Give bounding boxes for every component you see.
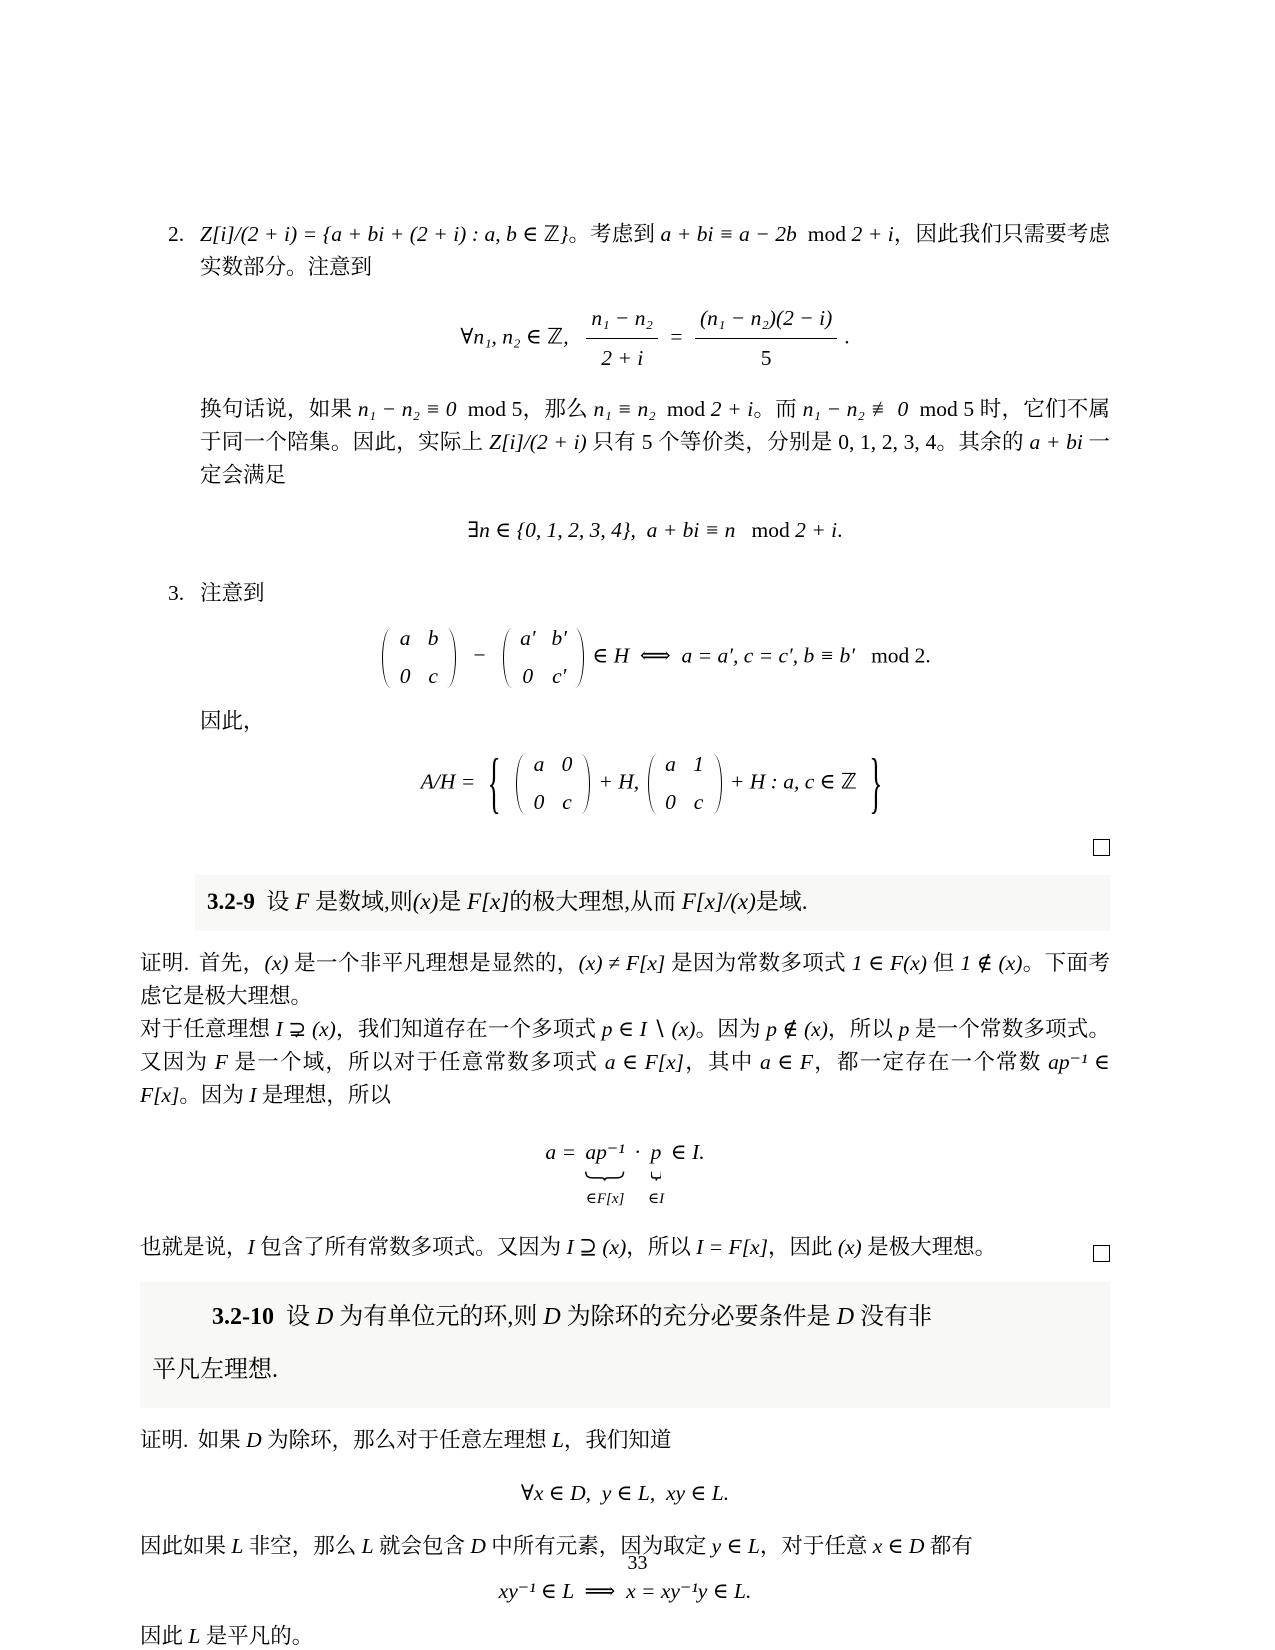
- solution-item-3: [140, 577, 1110, 819]
- matrix-entry: a: [399, 626, 411, 650]
- display-equation-exists: ∃n ∈ {0, 1, 2, 3, 4}, a + bi ≡ n mod 2 + i.: [467, 518, 843, 542]
- problem-header-line-1: 3.2-10 设 D 为有单位元的环,则 D 为除环的充分必要条件是 D 没有非: [212, 1304, 933, 1330]
- underbrace-icon: [651, 1170, 662, 1181]
- underbrace-label: ∈F[x]: [585, 1191, 625, 1207]
- display-equation-factorization: [140, 1136, 1110, 1207]
- display-equation-fraction: [200, 302, 1110, 375]
- matrix-entry: 0: [522, 664, 534, 688]
- left-paren-icon: [648, 754, 658, 814]
- item-body: [200, 577, 1110, 819]
- matrix-2x2: [392, 622, 446, 693]
- proof-3-2-9: [140, 947, 1110, 1264]
- matrix-in-parens: [516, 748, 590, 819]
- matrix-entry: a: [533, 752, 545, 776]
- paragraph-therefore: 因此，: [200, 709, 265, 733]
- fraction-denominator: 5: [760, 346, 772, 370]
- right-paren-icon: [712, 754, 722, 814]
- matrix-condition-tail: ∈ H ⟺ a = a′, c = c′, b ≡ b′: [592, 643, 855, 668]
- matrix-2x2: [658, 748, 712, 819]
- matrix-entry: a′: [520, 626, 536, 650]
- paragraph-equivalence-classes: 换句话说，如果 n₁ − n₂ ≡ 0 mod 5，那么 n₁ ≡ n₂ mod 2 + i。而 n₁ − n₂ ≢ 0 mod 5 时，它们不属于同一个陪集。因此，实际上 Z[i]/(2 + i) 只有 5 个等价类，分别是 0, 1, 2, 3, 4。其余的 a + bi 一定会满足: [200, 397, 1110, 487]
- matrix-2x2: [513, 622, 574, 693]
- paragraph-proof-start: [140, 1424, 1110, 1457]
- paragraph-trivial: 因此 L 是平凡的。: [140, 1624, 314, 1648]
- display-equation-implication: xy⁻¹ ∈ L ⟹ x = xy⁻¹y ∈ L.: [498, 1579, 752, 1603]
- mod-text: mod 2.: [854, 643, 931, 668]
- left-paren-icon: [503, 628, 513, 688]
- proof-text: 首先，(x) 是一个非平凡理想是显然的，(x) ≠ F[x] 是因为常数多项式 1 ∈ F(x) 但 1 ∉ (x)。下面考虑它是极大理想。: [140, 951, 1110, 1008]
- factor-term: p: [650, 1140, 662, 1164]
- minus-sign: −: [473, 643, 486, 668]
- matrix-entry: c: [428, 664, 438, 688]
- matrix-entry: a: [665, 752, 676, 776]
- matrix-entry: b′: [551, 626, 567, 650]
- matrix-entry: 0: [399, 664, 411, 688]
- problem-header-line-2: 平凡左理想.: [152, 1357, 278, 1383]
- fraction-numerator: n₁ − n₂: [586, 302, 658, 339]
- factor-lhs: a =: [545, 1140, 577, 1164]
- factor-rhs: ∈ I.: [670, 1140, 705, 1164]
- display-equation-matrix-condition: [200, 622, 1110, 693]
- paragraph-left-ideal: 因此如果 L 非空，那么 L 就会包含 D 中所有元素，因为取定 y ∈ L，对于任意 x ∈ D 都有: [140, 1534, 973, 1558]
- matrix-entry: c: [562, 790, 572, 814]
- dot-operator: ·: [634, 1140, 642, 1164]
- paragraph-proof-start: [140, 947, 1110, 1013]
- right-paren-icon: [580, 754, 590, 814]
- item-body: [200, 218, 1110, 553]
- paragraph-note: 注意到: [200, 581, 265, 605]
- right-brace-icon: }: [869, 744, 883, 820]
- qed-icon: [1093, 839, 1110, 856]
- matrix-entry: c′: [552, 664, 567, 688]
- paragraph-conclusion: [140, 1231, 1110, 1264]
- fraction: [695, 302, 837, 375]
- paragraph-maximal-ideal: 对于任意理想 I ⊋ (x)，我们知道存在一个多项式 p ∈ I ∖ (x)。因为 p ∉ (x)，所以 p 是一个常数多项式。又因为 F 是一个域，所以对于任意常数多项式 a ∈ F[x]，其中 a ∈ F，都一定存在一个常数 ap⁻¹ ∈ F[x]。因为 I 是理想，所以: [140, 1017, 1110, 1107]
- underbrace-label: ∈I: [647, 1191, 665, 1207]
- equation-period: .: [844, 324, 850, 349]
- matrix-entry: c: [693, 790, 704, 814]
- left-brace-icon: {: [487, 744, 501, 820]
- paragraph-cosets-intro: Z[i]/(2 + i) = {a + bi + (2 + i) : a, b ∈ ℤ}。考虑到 a + bi ≡ a − 2b mod 2 + i，因此我们只需要考虑实数部分。注意到: [200, 222, 1110, 279]
- left-paren-icon: [382, 628, 392, 688]
- qed-icon: [1093, 1245, 1110, 1262]
- matrix-entry: 0: [665, 790, 676, 814]
- fraction: [586, 302, 658, 375]
- matrix-entry: 1: [693, 752, 704, 776]
- solution-item-2: [140, 218, 1110, 553]
- conclusion-text: 也就是说，I 包含了所有常数多项式。又因为 I ⊇ (x)，所以 I = F[x]，因此 (x) 是极大理想。: [140, 1235, 997, 1259]
- matrix-in-parens: [648, 748, 722, 819]
- display-equation-forall: ∀x ∈ D, y ∈ L, xy ∈ L.: [520, 1481, 730, 1505]
- matrix-entry: 0: [533, 790, 545, 814]
- matrix-in-parens: [382, 622, 456, 693]
- matrix-in-parens: [503, 622, 584, 693]
- page-number: 33: [627, 1552, 648, 1574]
- left-paren-icon: [516, 754, 526, 814]
- right-paren-icon: [446, 628, 456, 688]
- fraction-numerator: (n₁ − n₂)(2 − i): [695, 302, 837, 339]
- fraction-denominator: 2 + i: [601, 346, 644, 370]
- underbrace-group: [647, 1136, 665, 1207]
- matrix-2x2: [526, 748, 580, 819]
- underbrace-icon: [585, 1170, 624, 1181]
- underbrace-group: [585, 1136, 625, 1207]
- proof-text: 如果 D 为除环，那么对于任意左理想 L，我们知道: [192, 1428, 672, 1452]
- proof-label: 证明.: [140, 1428, 189, 1452]
- item-marker-2: 2.: [168, 222, 185, 246]
- equals-sign: =: [670, 324, 683, 349]
- proof-3-2-10: [140, 1424, 1110, 1650]
- item-marker-3: 3.: [168, 581, 185, 605]
- factor-term: ap⁻¹: [585, 1140, 625, 1164]
- equation-prefix: ∀n₁, n₂ ∈ ℤ,: [460, 324, 569, 349]
- quotient-lhs: A/H =: [420, 769, 476, 794]
- display-equation-quotient-group: [200, 744, 1110, 820]
- matrix-entry: b: [427, 626, 439, 650]
- matrix-entry: 0: [561, 752, 573, 776]
- right-paren-icon: [574, 628, 584, 688]
- problem-statement-3-2-10: [140, 1282, 1110, 1408]
- quotient-tail: + H : a, c ∈ ℤ: [729, 769, 857, 794]
- problem-header-text: 3.2-9 设 F 是数域,则(x)是 F[x]的极大理想,从而 F[x]/(x)是域.: [207, 889, 808, 914]
- proof-label: 证明.: [140, 951, 190, 975]
- problem-statement-3-2-9: [195, 875, 1110, 931]
- qed-row: [140, 839, 1110, 857]
- plus-H-text: + H,: [598, 769, 640, 794]
